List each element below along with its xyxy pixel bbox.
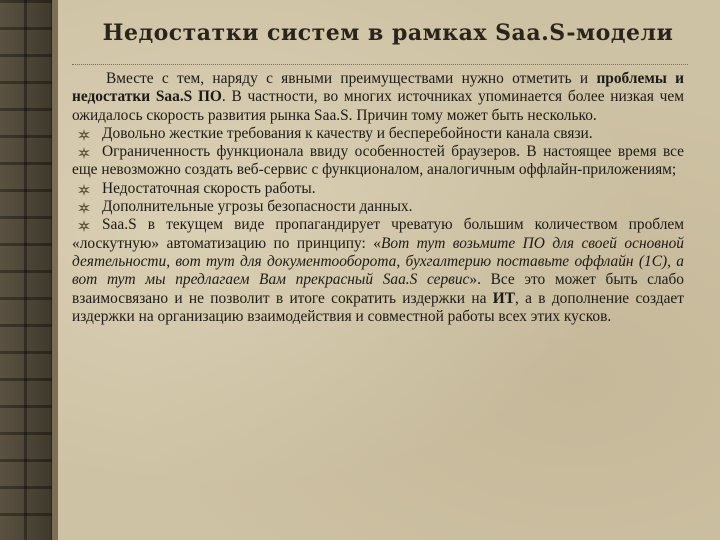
intro-paragraph: [72, 70, 684, 125]
slide-title: Недостатки систем в рамках Saa.S-модели: [102, 20, 674, 46]
bullet-text: Ограниченность функционала ввиду особенностей браузеров. В настоящее время все еще невозможно создать веб-сервис с функционалом, аналогичным оффлайн-приложениям;: [72, 143, 684, 179]
intro-text-end: . В частности, во многих источниках упоминается более низкая чем ожидалось скорость развития рынка Saa.S. Причин тому может быть несколько.: [72, 88, 684, 124]
bullet-text: Недостаточная скорость работы.: [102, 179, 316, 197]
ornamental-star-icon: [78, 146, 90, 158]
intro-text-start: Вместе с тем, наряду с явными преимуществами нужно отметить и: [106, 70, 597, 87]
ornamental-star-icon: [78, 183, 90, 195]
bullet-italic-quote: Вот тут возьмите ПО для своей основной деятельности, вот тут для документооборота, бухгалтерию поставьте оффлайн (1С), а вот тут мы предлагаем Вам прекрасный Saa.S сервис: [72, 234, 684, 289]
bullet-item-browser: [72, 143, 684, 180]
bullet-text: Довольно жесткие требования к качеству и бесперебойности канала связи.: [102, 124, 593, 142]
title-divider: [72, 64, 688, 65]
slide-body: [72, 70, 684, 326]
bullet-bold-text: ИТ: [492, 289, 515, 307]
bullet-item-speed: [72, 180, 684, 198]
ornamental-star-icon: [78, 128, 90, 140]
bullet-text-end: , а в дополнение создает издержки на организацию взаимодействия и совместной работы всех этих кусков.: [72, 289, 684, 325]
bullet-text: Дополнительные угрозы безопасности данных.: [102, 198, 413, 216]
bullet-text-middle: ». Все это может быть слабо взаимосвязано и не позволит в итоге сократить издержки на: [72, 271, 685, 307]
bullet-item-channel: [72, 125, 684, 143]
bullet-text-start: Saa.S в текущем виде пропагандирует чреватую большим количеством проблем «лоскутную» автоматизацию по принципу: «: [72, 216, 684, 252]
ornamental-star-icon: [78, 201, 90, 213]
bullet-item-security: [72, 198, 684, 216]
bullet-item-patchwork: [72, 216, 684, 326]
intro-bold-text: проблемы и недостатки Saa.S ПО: [72, 70, 684, 106]
decorative-left-border: [0, 0, 52, 540]
ornamental-star-icon: [78, 219, 90, 231]
